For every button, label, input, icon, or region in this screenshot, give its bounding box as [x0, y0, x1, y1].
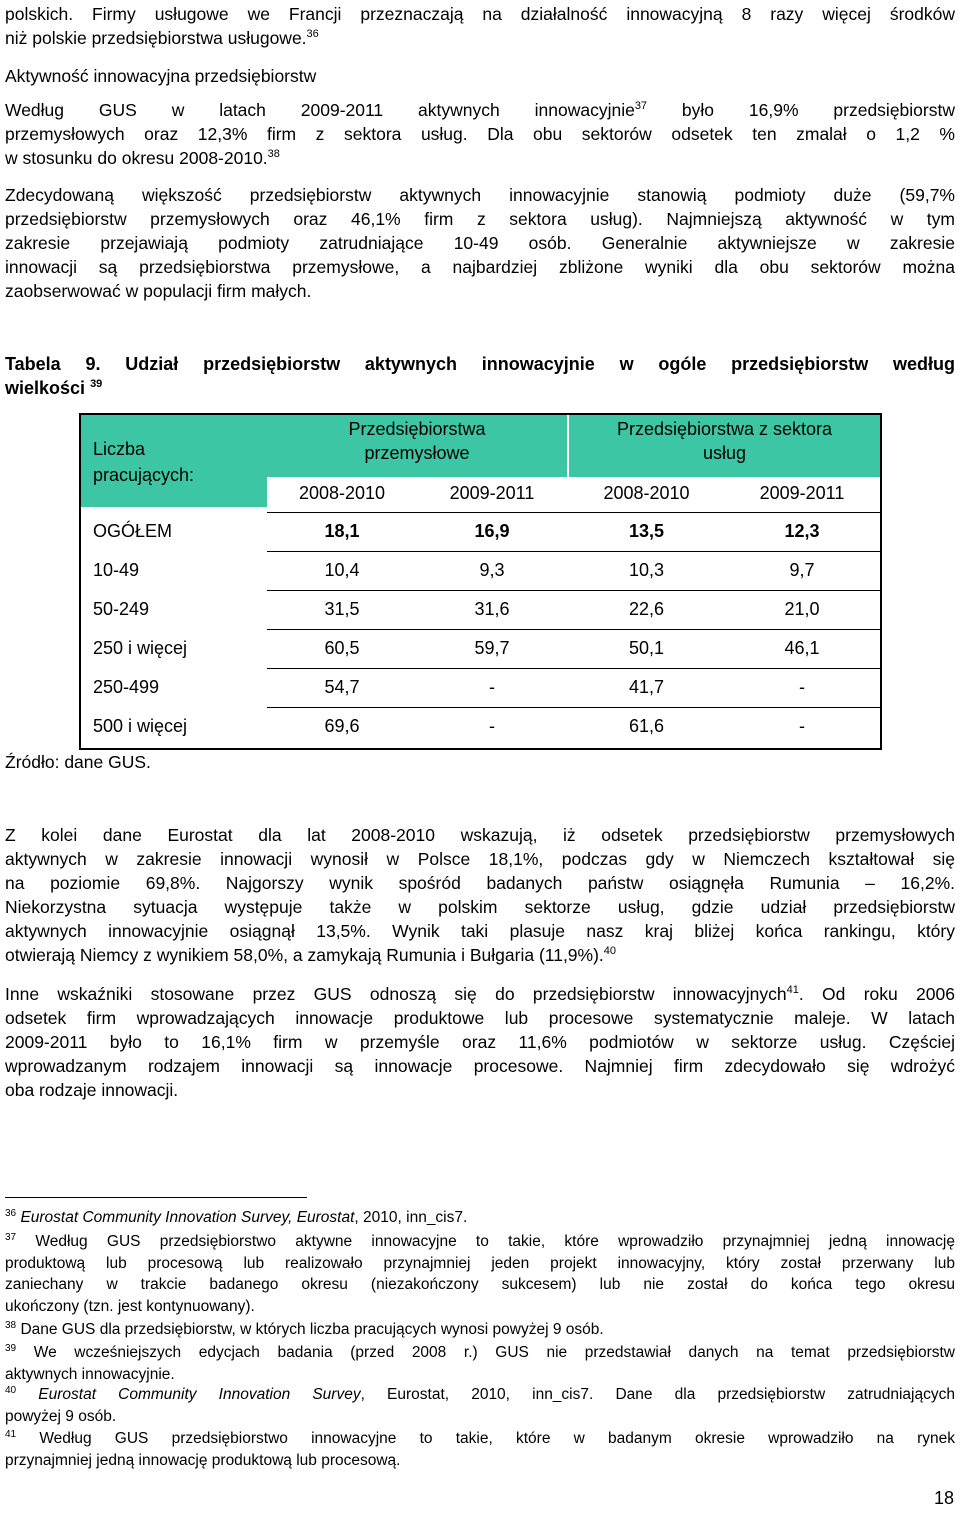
header-corner: [93, 436, 194, 488]
footnote-37: [5, 1231, 955, 1317]
row-label: OGÓŁEM: [93, 521, 173, 541]
text-line: na poziomie 69,8%. Najgorszy wynik spośród badanych państw osiągnęła Rumunia – 16,2%.: [5, 873, 955, 893]
cell-value: -: [489, 677, 495, 697]
text-line: [5, 1342, 955, 1364]
cell-value: -: [489, 716, 495, 736]
text-line: [5, 98, 955, 122]
cell-value: -: [799, 716, 805, 736]
data-table: [79, 413, 882, 750]
header-divider: [267, 512, 880, 513]
footnote-ref[interactable]: 36: [306, 28, 319, 40]
text-line: [5, 982, 955, 1006]
footnote-number: 36: [5, 1208, 17, 1219]
table-source: Źródło: dane GUS.: [5, 752, 151, 772]
text: wielkości: [5, 378, 86, 398]
footnote-38: [5, 1319, 955, 1341]
cell-value: 18,1: [324, 521, 360, 541]
footnote-number: 37: [5, 1232, 17, 1243]
text-line: przemysłowych oraz 12,3% firm z sektora usług. Dla obu sektorów odsetek ten zmalał o 1,2 %: [5, 124, 955, 144]
cell-value: 12,3: [784, 521, 820, 541]
text: Inne wskaźniki stosowane przez GUS odnoszą się do przedsiębiorstw innowacyjnych: [5, 984, 787, 1004]
cell-value: 59,7: [474, 638, 510, 658]
paragraph-4: [5, 982, 955, 1102]
text-line: aktywnych innowacyjnie.: [5, 1365, 175, 1383]
section-heading: Aktywność innowacyjna przedsiębiorstw: [5, 66, 317, 86]
text: Według GUS przedsiębiorstwo aktywne innowacyjne to takie, które wprowadziło przynajmniej jedną innowację: [35, 1233, 955, 1250]
text-line: Z kolei dane Eurostat dla lat 2008-2010 wskazują, iż odsetek przedsiębiorstw przemysłowych: [5, 825, 955, 845]
text-line: powyżej 9 osób.: [5, 1407, 117, 1425]
text: przemysłowe: [364, 443, 470, 463]
text-line: [5, 1207, 955, 1229]
text-line: Zdecydowaną większość przedsiębiorstw aktywnych innowacyjnie stanowią podmioty duże (59,7%: [5, 185, 955, 205]
text-line: aktywnych innowacyjnie osiągnął 13,5%. Wynik taki plasuje nasz kraj bliżej końca rankingu, który: [5, 921, 955, 941]
text: pracujących:: [93, 465, 195, 485]
cell-value: 13,5: [628, 521, 665, 541]
text-line: ukończony (tzn. jest kontynuowany).: [5, 1297, 255, 1315]
text-line: zaobserwować w populacji firm małych.: [5, 281, 312, 301]
header-year: 2008-2010: [603, 483, 690, 503]
row-divider: [267, 590, 880, 591]
cell-value: 31,6: [474, 599, 510, 619]
text: otwierają Niemcy z wynikiem 58,0%, a zamykają Rumunia i Bułgaria (11,9%).: [5, 945, 604, 965]
text-line: [5, 1384, 955, 1406]
text-line: [5, 1319, 955, 1341]
row-divider: [267, 707, 880, 708]
cell-value: 50,1: [628, 638, 665, 658]
text: niż polskie przedsiębiorstwa usługowe.: [5, 28, 307, 48]
footnote-36: [5, 1207, 955, 1229]
cell-value: 60,5: [324, 638, 360, 658]
text: , 2010, inn_cis7.: [354, 1209, 468, 1226]
footnote-ref[interactable]: 40: [603, 945, 617, 957]
cell-value: 31,5: [324, 599, 360, 619]
text: w stosunku do okresu 2008-2010.: [5, 148, 268, 168]
footnote-number: 38: [5, 1320, 17, 1331]
text: Według GUS przedsiębiorstwo innowacyjne to takie, które w badanym okresie wprowadziło na rynek: [39, 1430, 955, 1447]
cell-value: 22,6: [628, 599, 665, 619]
row-divider: [267, 551, 880, 552]
row-label: 250-499: [93, 677, 160, 697]
table-row: [81, 636, 880, 664]
cell-value: 9,7: [789, 560, 815, 580]
table-row: [81, 597, 880, 625]
footnote-39: [5, 1342, 955, 1385]
cell-value: 16,9: [474, 521, 510, 541]
row-label: 250 i więcej: [93, 638, 188, 658]
text-line: aktywnych w zakresie innowacji wynosił w Polsce 18,1%, podczas gdy w Niemczech kształtował się: [5, 849, 955, 869]
text-line: Tabela 9. Udział przedsiębiorstw aktywnych innowacyjnie w ogóle przedsiębiorstw według: [5, 354, 955, 374]
text-line: [5, 1428, 955, 1450]
text: We wcześniejszych edycjach badania (przed 2008 r.) GUS nie przedstawiał danych na temat przedsiębiorstw: [33, 1344, 955, 1361]
footnote-41: [5, 1428, 955, 1471]
text: , Eurostat, 2010, inn_cis7. Dane dla przedsiębiorstw zatrudniających: [360, 1386, 955, 1403]
text-line: Niekorzystna sytuacja występuje także w polskim sektorze usług, gdzie udział przedsiębiorstw: [5, 897, 955, 917]
text-line: [5, 26, 955, 50]
text-line: zaniechany w trakcie badanego okresu (niezakończony sukcesem) lub nie został do końca tego okresu: [5, 1276, 955, 1293]
footnote-number: 41: [5, 1429, 17, 1440]
table-caption: [5, 352, 955, 400]
cell-value: 10,3: [628, 560, 665, 580]
table-row: [81, 519, 880, 547]
page-number: 18: [933, 1488, 954, 1508]
footnote-ref[interactable]: 38: [267, 148, 280, 160]
text-line: oba rodzaje innowacji.: [5, 1080, 179, 1100]
footnote-separator: [5, 1197, 307, 1198]
footnote-40: [5, 1384, 955, 1427]
header-year: 2008-2010: [298, 483, 386, 503]
text-line: wprowadzanym rodzajem innowacji są innowacje procesowe. Najmniej firm zdecydowało się wdrożyć: [5, 1056, 955, 1076]
table-row: [81, 558, 880, 586]
text: usług: [702, 443, 747, 463]
text-line: [5, 146, 955, 170]
footnote-number: 40: [5, 1385, 17, 1396]
text: Eurostat Community Innovation Survey, Eurostat: [20, 1209, 355, 1226]
text-line: [5, 1231, 955, 1253]
row-divider: [267, 668, 880, 669]
text-line: [5, 376, 955, 400]
row-label: 10-49: [93, 560, 140, 580]
header-group-industry: [267, 417, 567, 465]
text: Eurostat Community Innovation Survey: [38, 1386, 361, 1403]
row-divider: [267, 629, 880, 630]
text: Liczba: [93, 439, 146, 459]
paragraph-3: [5, 823, 955, 967]
text-line: polskich. Firmy usługowe we Francji przeznaczają na działalność innowacyjną 8 razy więcej środków: [5, 4, 955, 24]
text: Dane GUS dla przedsiębiorstw, w których liczba pracujących wynosi powyżej 9 osób.: [20, 1321, 604, 1338]
row-label: 50-249: [93, 599, 150, 619]
text: było 16,9% przedsiębiorstw: [647, 100, 955, 120]
header-group-services: [569, 417, 880, 465]
table-row: [81, 675, 880, 703]
cell-value: 41,7: [628, 677, 665, 697]
paragraph-1: [5, 98, 955, 170]
footnote-ref[interactable]: 39: [90, 378, 103, 390]
table-row: [81, 714, 880, 742]
footnote-number: 39: [5, 1343, 17, 1354]
text-line: przedsiębiorstw przemysłowych oraz 46,1% firm z sektora usług). Najmniejszą aktywność w tym: [5, 209, 955, 229]
header-year: 2009-2011: [759, 483, 845, 503]
row-label: 500 i więcej: [93, 716, 188, 736]
text-line: zakresie przejawiają podmioty zatrudniające 10-49 osób. Generalnie aktywniejsze w zakresie: [5, 233, 955, 253]
text-line: odsetek firm wprowadzających innowacje produktowe lub procesowe systematycznie maleje. W latach: [5, 1008, 955, 1028]
text-line: innowacji są przedsiębiorstwa przemysłowe, a najbardziej zbliżone wyniki dla obu sektorów można: [5, 257, 955, 277]
text: Przedsiębiorstwa: [348, 419, 486, 439]
cell-value: 21,0: [784, 599, 820, 619]
header-year: 2009-2011: [449, 483, 535, 503]
text-line: przynajmniej jedną innowację produktową lub procesową.: [5, 1451, 401, 1469]
cell-value: 69,6: [324, 716, 360, 736]
text: . Od roku 2006: [798, 984, 955, 1004]
text-line: [5, 943, 955, 967]
cell-value: 54,7: [324, 677, 360, 697]
paragraph-2: [5, 183, 955, 303]
text-line: 2009-2011 było to 16,1% firm w przemyśle oraz 11,6% podmiotów w sektorze usług. Częściej: [5, 1032, 955, 1052]
text-line: produktową lub procesową lub realizowało przynajmniej jeden projekt innowacyjny, który został przerwany lub: [5, 1254, 955, 1272]
cell-value: -: [799, 677, 805, 697]
cell-value: 10,4: [324, 560, 360, 580]
footnote-ref[interactable]: 41: [786, 984, 799, 996]
cell-value: 46,1: [784, 638, 820, 658]
cell-value: 61,6: [628, 716, 665, 736]
cell-value: 9,3: [479, 560, 505, 580]
intro-paragraph: [5, 2, 955, 50]
text: Przedsiębiorstwa z sektora: [616, 419, 833, 439]
text: Według GUS w latach 2009-2011 aktywnych innowacyjnie: [5, 100, 635, 120]
footnote-ref[interactable]: 37: [634, 100, 648, 112]
